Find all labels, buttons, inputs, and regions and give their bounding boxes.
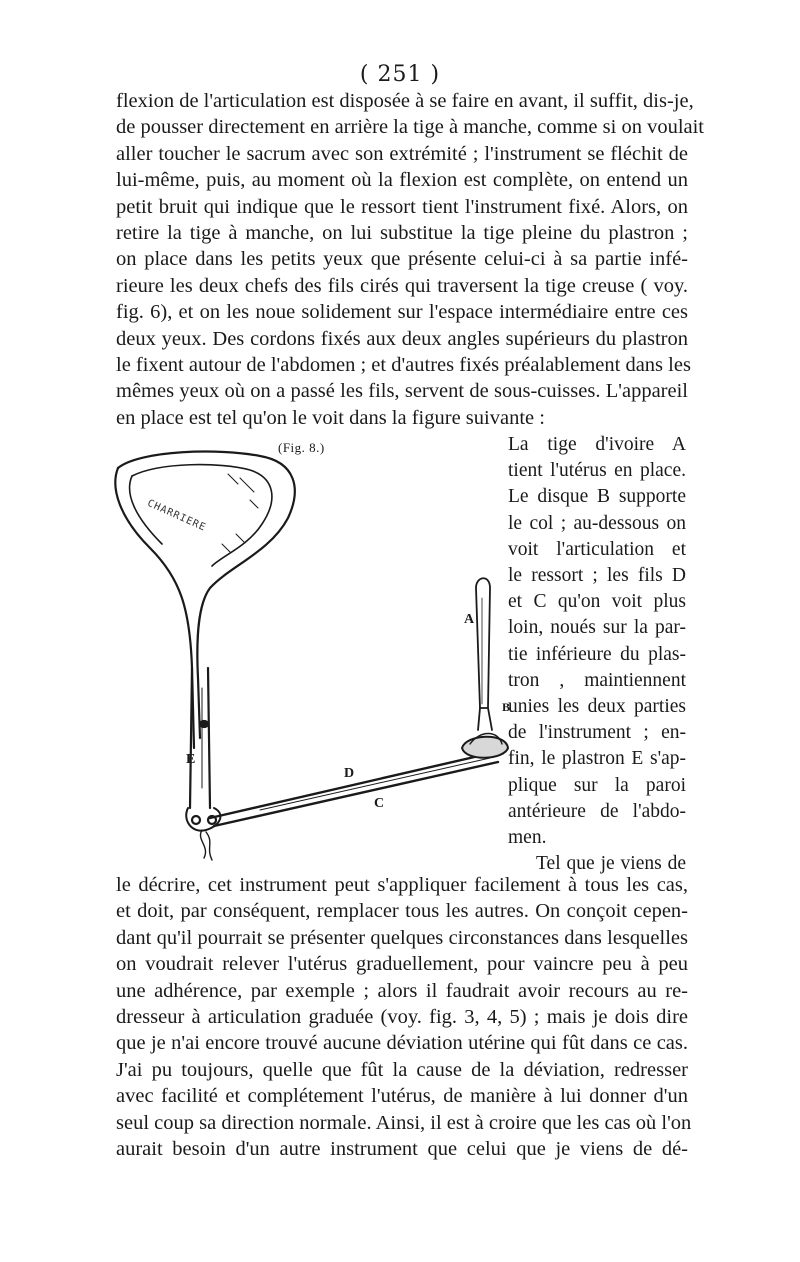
label-d: D: [344, 766, 355, 781]
text-line: que je n'ai encore trouvé aucune déviation utérine qui fût dans ce cas.: [116, 1032, 688, 1055]
text-line: fin, le plastron E s'ap-: [508, 748, 686, 770]
text-line: le décrire, cet instrument peut s'appliquer facilement à tous les cas,: [116, 874, 688, 896]
text-line: avec facilité et complétement l'utérus, de manière à lui donner d'un: [116, 1085, 688, 1108]
label-c: C: [374, 796, 385, 811]
text-line: en place est tel qu'on le voit dans la figure suivante :: [116, 406, 545, 429]
text-line: le ressort ; les fils D: [508, 565, 686, 587]
text-line: et C qu'on voit plus: [508, 591, 686, 613]
text-line: flexion de l'articulation est disposée à se faire en avant, il suffit, dis-je,: [116, 90, 694, 112]
text-line: on voudrait relever l'utérus graduellement, pour vaincre peu à peu: [116, 953, 688, 976]
text-line: tron , maintiennent: [508, 669, 686, 691]
text-line: dant qu'il pourrait se présenter quelques circonstances dans lesquelles: [116, 926, 688, 949]
label-a: A: [464, 612, 475, 627]
label-e: E: [186, 752, 196, 767]
text-line: dresseur à articulation graduée (voy. fig. 3, 4, 5) ; mais je dois dire: [116, 1006, 688, 1029]
text-line: on place dans les petits yeux que présente celui-ci à sa partie infé-: [116, 248, 688, 271]
page-number: ( 251 ): [359, 62, 441, 87]
text-line: Tel que je viens de: [536, 853, 686, 875]
text-line: antérieure de l'abdo-: [508, 800, 686, 822]
bottom-paragraph: [116, 872, 692, 1162]
text-line: de l'instrument ; en-: [508, 722, 686, 744]
text-line: La tige d'ivoire A: [508, 434, 686, 455]
text-line: plique sur la paroi: [508, 774, 686, 796]
text-line: une adhérence, par exemple ; alors il faudrait avoir recours au re-: [116, 979, 688, 1002]
text-line: mêmes yeux où on a passé les fils, servent de sous-cuisses. L'appareil: [116, 380, 688, 403]
text-line: petit bruit qui indique que le ressort tient l'instrument fixé. Alors, on: [116, 195, 688, 218]
text-line: fig. 6), et on les noue solidement sur l'espace intermédiaire entre ces: [116, 301, 688, 324]
text-line: le fixent autour de l'abdomen ; et d'autres fixés préalablement dans les: [116, 354, 691, 377]
text-line: lui-même, puis, au moment où la flexion est complète, on entend un: [116, 169, 688, 192]
text-line: men.: [508, 827, 547, 849]
text-line: rieure les deux chefs des fils cirés qui traversent la tige creuse ( voy.: [116, 274, 688, 297]
text-line: loin, noués sur la par-: [508, 617, 686, 639]
text-line: et doit, par conséquent, remplacer tous les autres. On conçoit cepen-: [116, 900, 688, 923]
text-line: de pousser directement en arrière la tige à manche, comme si on voulait: [116, 116, 705, 139]
plastron-outline: [118, 452, 295, 738]
text-line: deux yeux. Des cordons fixés aux deux angles supérieurs du plastron: [116, 327, 688, 350]
text-line: retire la tige à manche, on lui substitue la tige pleine du plastron ;: [116, 222, 688, 245]
text-line: tient l'utérus en place.: [508, 460, 686, 482]
figure-caption: (Fig. 8.): [278, 440, 325, 455]
text-line: voit l'articulation et: [508, 538, 686, 560]
text-line: le col ; au-dessous on: [508, 512, 686, 534]
text-line: tie inférieure du plas-: [508, 643, 686, 665]
text-line: J'ai pu toujours, quelle que fût la cause de la déviation, redresser: [116, 1058, 688, 1081]
top-paragraph: [116, 88, 705, 431]
maker-stamp: CHARRIERE: [145, 498, 208, 534]
figure-side-text: [508, 432, 686, 877]
text-line: seul coup sa direction normale. Ainsi, il est à croire que les cas où l'on: [116, 1111, 692, 1134]
text-line: aurait besoin d'un autre instrument que celui que je viens de dé-: [116, 1138, 688, 1161]
label-b: B: [502, 700, 511, 714]
text-line: unies les deux parties: [508, 696, 686, 718]
text-line: aller toucher le sacrum avec son extrémité ; l'instrument se fléchit de: [116, 142, 688, 165]
text-line: Le disque B supporte: [508, 486, 686, 508]
